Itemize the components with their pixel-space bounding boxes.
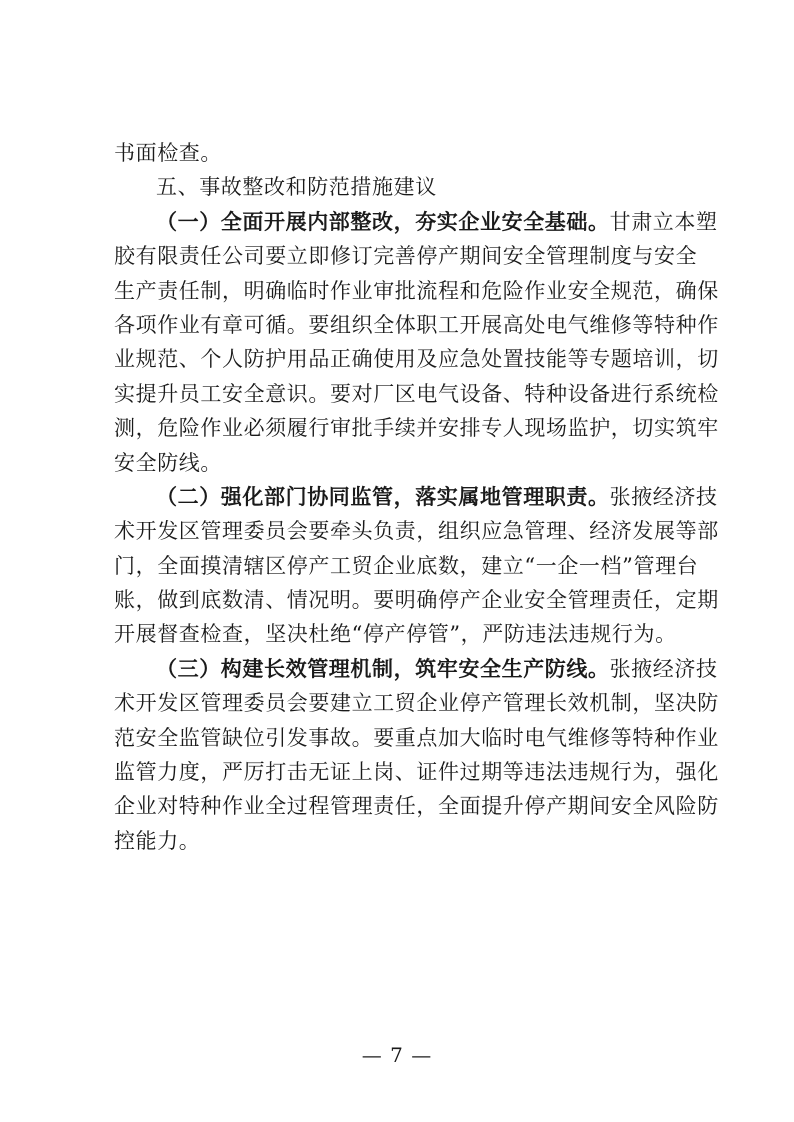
- paragraph-2-text-start: 张掖经济技: [609, 484, 718, 509]
- paragraph-3-title: （三）构建长效管理机制，筑牢安全生产防线。: [156, 655, 610, 681]
- text-line: 生产责任制，明确临时作业审批流程和危险作业安全规范，确保: [114, 278, 719, 303]
- text-line: 门，全面摸清辖区停产工贸企业底数，建立“一企一档”管理台: [114, 553, 699, 578]
- text-line: 术开发区管理委员会要建立工贸企业停产管理长效机制，坚决防: [114, 691, 719, 716]
- text-line: 监管力度，严厉打击无证上岗、证件过期等违法违规行为，强化: [114, 760, 719, 785]
- paragraph-2-first-line: [114, 480, 718, 514]
- text-line: 范安全监管缺位引发事故。要重点加大临时电气维修等特种作业: [114, 725, 719, 750]
- page-number: — 7 —: [361, 1043, 433, 1067]
- text-line: 实提升员工安全意识。要对厂区电气设备、特种设备进行系统检: [114, 381, 719, 406]
- text-line: 业规范、个人防护用品正确使用及应急处置技能等专题培训，切: [114, 347, 719, 372]
- text-line: 各项作业有章可循。要组织全体职工开展高处电气维修等特种作: [114, 312, 719, 337]
- text-line: 术开发区管理委员会要牵头负责，组织应急管理、经济发展等部: [114, 519, 719, 544]
- paragraph-1-text-start: 甘肃立本塑: [609, 209, 718, 234]
- paragraph-3-text-start: 张掖经济技: [609, 656, 718, 681]
- text-line: 书面检查。: [114, 141, 222, 165]
- paragraph-2-title: （二）强化部门协同监管，落实属地管理职责。: [156, 483, 610, 509]
- text-line: 安全防线。: [114, 450, 222, 475]
- text-line: 测，危险作业必须履行审批手续并安排专人现场监护，切实筑牢: [114, 416, 719, 441]
- paragraph-1-title: （一）全面开展内部整改，夯实企业安全基础。: [156, 208, 610, 234]
- text-line: 开展督查检查，坚决杜绝“停产停管”，严防违法违规行为。: [114, 622, 677, 647]
- paragraph-3-first-line: [114, 652, 718, 686]
- text-line: 胶有限责任公司要立即修订完善停产期间安全管理制度与安全: [114, 244, 698, 269]
- paragraph-1-first-line: [114, 205, 718, 239]
- text-line: 账，做到底数清、情况明。要明确停产企业安全管理责任，定期: [114, 588, 719, 613]
- body-text: [114, 136, 719, 858]
- section-heading: 五、事故整改和防范措施建议: [156, 175, 437, 200]
- text-line: 企业对特种作业全过程管理责任，全面提升停产期间安全风险防: [114, 794, 719, 819]
- text-line: 控能力。: [114, 828, 201, 853]
